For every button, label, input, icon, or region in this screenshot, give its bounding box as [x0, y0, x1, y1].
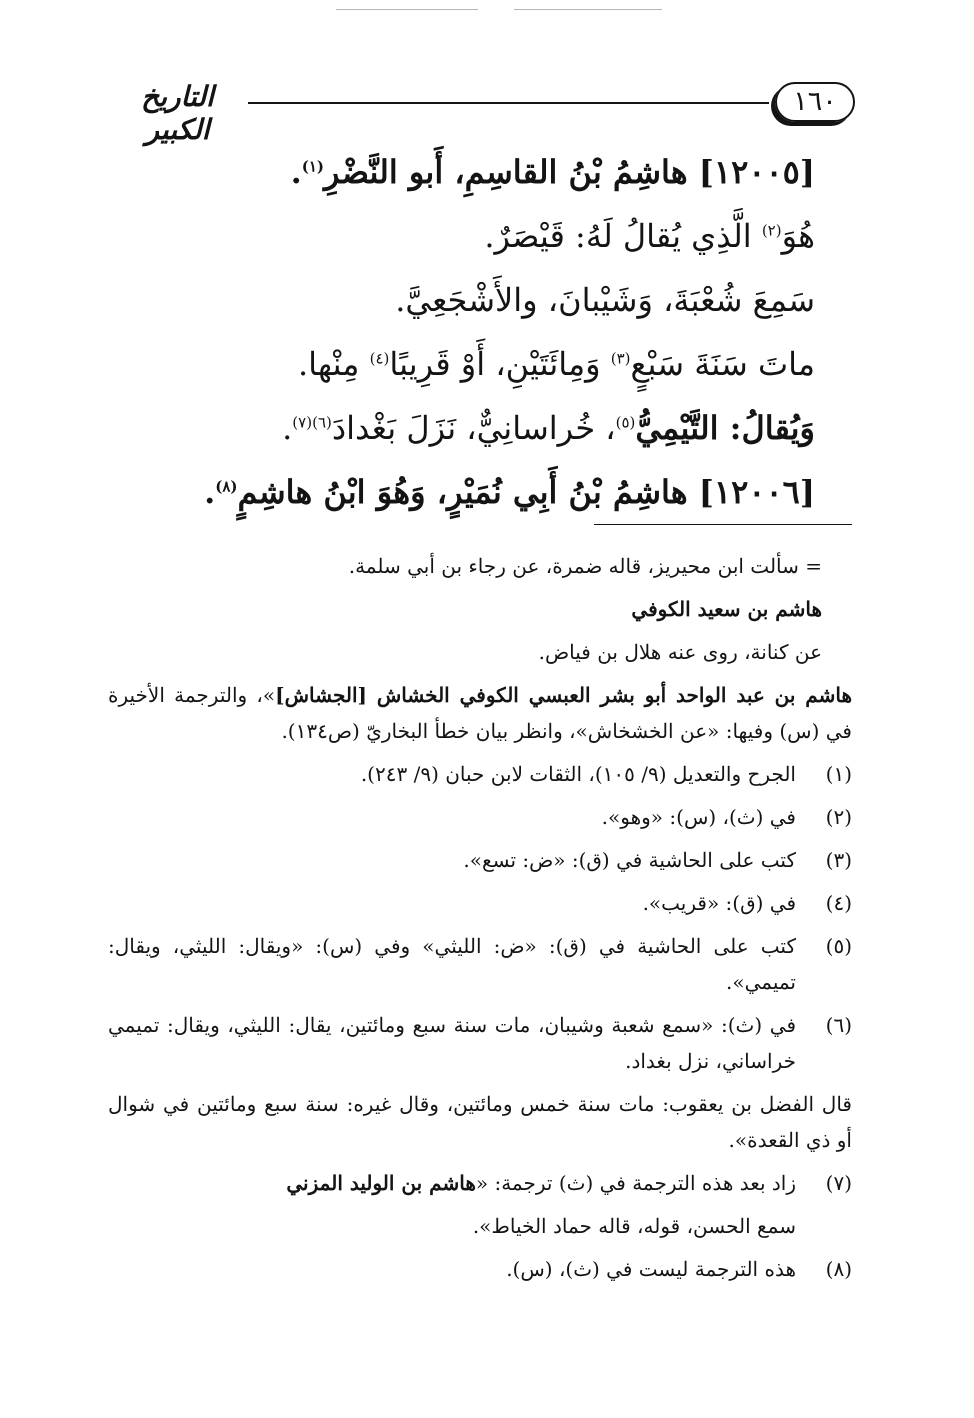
- entry-name: هاشِمُ بْنُ القاسِمِ، أَبو النَّضْرِ: [324, 153, 688, 191]
- text-span: هُوَ: [781, 217, 815, 255]
- text-span: الَّذِي يُقالُ لَهُ: قَيْصَرٌ.: [484, 217, 752, 255]
- page-header: [110, 78, 855, 146]
- footnote-number: (٨): [825, 1257, 852, 1281]
- footnote-text: كتب على الحاشية في (ق): «ض: الليثي» وفي (س): «ويقال: الليثي، ويقال: تميمي».: [108, 934, 796, 994]
- entry-12006: [160, 460, 815, 524]
- footnote-item: [108, 1165, 852, 1201]
- footnote-item: [108, 842, 852, 878]
- footnote-continuation: = سألت ابن محيريز، قاله ضمرة، عن رجاء بن أبي سلمة.: [348, 554, 822, 578]
- footnote-ref: (٢): [761, 221, 782, 240]
- footnote-item: [108, 885, 852, 921]
- footnote-ref: (٣): [610, 349, 631, 368]
- footnote-ref: (٥): [615, 413, 636, 432]
- top-edge-rule-right: [514, 9, 662, 10]
- text-span: هاشم بن الوليد المزني: [286, 1171, 476, 1195]
- footnote-continuation: قال الفضل بن يعقوب: مات سنة خمس ومائتين، وقال غيره: سنة سبع ومائتين في شوال أو ذي القعدة».: [108, 1092, 852, 1152]
- footnote-item: [108, 1251, 852, 1287]
- text-line: [160, 204, 815, 268]
- footnote-text: الجرح والتعديل (٩/ ١٠٥)، الثقات لابن حبان (٩/ ٢٤٣).: [360, 762, 796, 786]
- footnote-text: [108, 1165, 796, 1201]
- entry-12005: [160, 140, 815, 204]
- footnote-text: كتب على الحاشية في (ق): «ض: تسع».: [463, 848, 796, 872]
- text-span: زاد بعد هذه الترجمة في (ث) ترجمة: «: [475, 1171, 796, 1195]
- footnote-continuation: [108, 677, 852, 749]
- footnote-number: (٤): [825, 891, 852, 915]
- entry-number: [١٢٠٠٦]: [698, 473, 815, 511]
- footnote-number: (١): [825, 762, 852, 786]
- period: .: [282, 409, 293, 447]
- period: .: [290, 153, 302, 191]
- footnote-ref: (١): [301, 157, 325, 176]
- top-edge-rule-left: [336, 9, 478, 10]
- footnote-number: (٦): [825, 1013, 852, 1037]
- page-number: ١٦٠: [775, 82, 855, 122]
- footnote-text: في (ث)، (س): «وهو».: [601, 805, 796, 829]
- text-span: ماتَ سَنَةَ سَبْعٍ: [630, 345, 815, 383]
- text-span: مِنْها.: [297, 345, 360, 383]
- footnote-continuation: سمع الحسن، قوله، قاله حماد الخياط».: [472, 1214, 796, 1238]
- footnote-item: [108, 799, 852, 835]
- text-span: هاشم بن عبد الواحد أبو بشر العبسي الكوفي الخشاش [الجشاش]: [275, 683, 853, 707]
- text-line: [160, 396, 815, 460]
- footnote-continuation: عن كنانة، روى عنه هلال بن فياض.: [538, 640, 822, 664]
- entry-number: [١٢٠٠٥]: [698, 153, 815, 191]
- text-line: سَمِعَ شُعْبَةَ، وَشَيْبانَ، والأَشْجَعِيَّ.: [395, 281, 815, 319]
- footnote-text: في (ق): «قريب».: [642, 891, 796, 915]
- footnote-separator: [594, 524, 852, 525]
- footnote-ref: (٤): [369, 349, 390, 368]
- footnote-item: [108, 756, 852, 792]
- footnote-number: (٣): [825, 848, 852, 872]
- running-title: التاريخ الكبير: [141, 80, 214, 146]
- footnote-ref: (٨): [215, 477, 238, 496]
- footnote-number: (٢): [825, 805, 852, 829]
- text-span: وَيُقالُ: التَّيْمِيُّ: [635, 409, 815, 447]
- entry-name: هاشِمُ بْنُ أَبِي نُمَيْرٍ، وَهُوَ ابْنُ هاشِمٍ: [237, 473, 688, 511]
- footnote-number: (٥): [825, 934, 852, 958]
- main-text: [160, 140, 815, 524]
- footnote-ref: (٦)(٧): [292, 413, 332, 432]
- footnote-continuation: هاشم بن سعيد الكوفي: [631, 597, 822, 621]
- footnote-number: (٧): [825, 1171, 852, 1195]
- footnote-item: [108, 1007, 852, 1079]
- period: .: [204, 473, 216, 511]
- header-rule: [248, 102, 769, 104]
- footnote-text: هذه الترجمة ليست في (ث)، (س).: [506, 1257, 796, 1281]
- footnotes: [108, 548, 852, 1294]
- text-span: »، والترجمة الأخيرة في (س) وفيها: «عن الخشخاش»، وانظر بيان خطأ البخاريّ (ص١٣٤).: [108, 683, 852, 743]
- text-span: ، خُراسانِيٌّ، نَزَلَ بَغْدادَ: [331, 409, 616, 447]
- footnote-text: في (ث): «سمع شعبة وشيبان، مات سنة سبع ومائتين، يقال: الليثي، ويقال: تميمي خراساني، نزل بغداد.: [108, 1013, 796, 1073]
- footnote-item: [108, 928, 852, 1000]
- text-line: [160, 332, 815, 396]
- text-span: وَمِائَتَيْنِ، أَوْ قَرِيبًا: [389, 345, 601, 383]
